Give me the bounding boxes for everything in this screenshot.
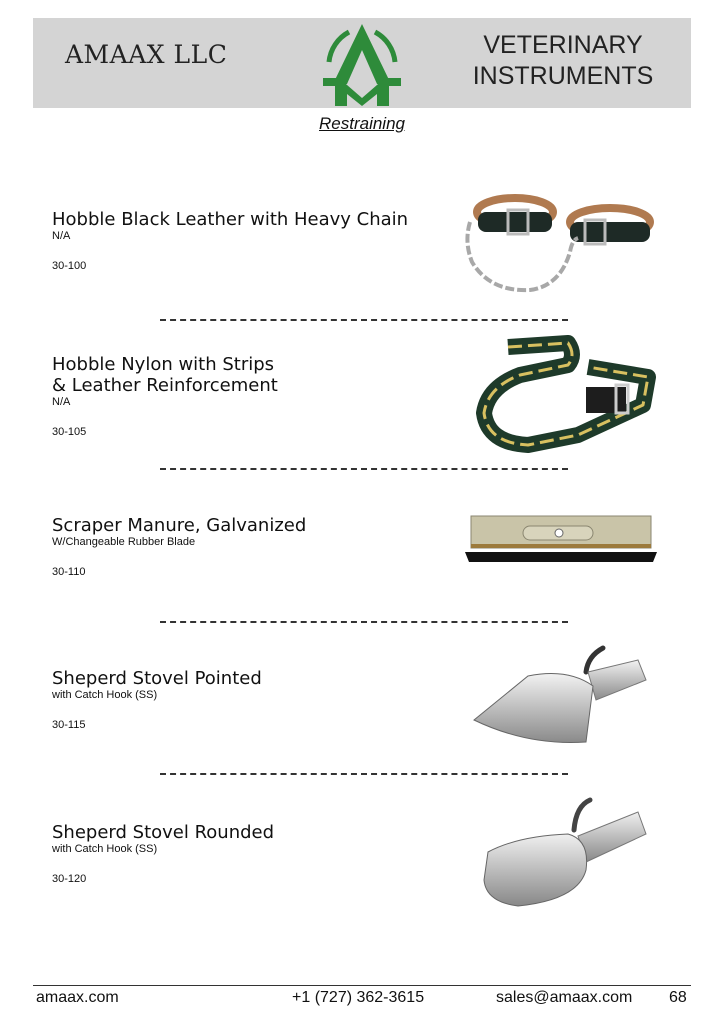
product-code: 30-105 <box>52 426 87 438</box>
section-title: Restraining <box>319 114 405 133</box>
amaax-logo-icon <box>319 22 405 106</box>
footer-divider <box>33 985 691 986</box>
brand-name: AMAAX LLC <box>65 40 228 69</box>
product-name: Scraper Manure, Galvanized <box>52 515 307 536</box>
header-title-line1: VETERINARY <box>483 31 643 59</box>
nylon-hobble-icon <box>468 335 658 457</box>
section-divider <box>160 319 568 321</box>
section-divider <box>160 468 568 470</box>
footer-phone: +1 (727) 362-3615 <box>292 989 425 1006</box>
product-item <box>52 515 452 578</box>
header-title-line2: INSTRUMENTS <box>472 62 654 90</box>
section-divider <box>160 773 568 775</box>
product-description: with Catch Hook (SS) <box>52 689 158 701</box>
product-item <box>52 822 452 885</box>
manure-scraper-icon <box>463 512 658 566</box>
product-description: with Catch Hook (SS) <box>52 843 158 855</box>
page-header <box>33 18 691 108</box>
product-code: 30-110 <box>52 566 86 578</box>
product-name-line2: & Leather Reinforcement <box>52 375 278 396</box>
product-description: W/Changeable Rubber Blade <box>52 536 196 548</box>
product-code: 30-120 <box>52 873 87 885</box>
leather-hobble-chain-icon <box>460 182 665 297</box>
section-divider <box>160 621 568 623</box>
footer-website[interactable]: amaax.com <box>36 989 119 1006</box>
product-name: Sheperd Stovel Rounded <box>52 822 275 843</box>
product-description: N/A <box>52 230 71 242</box>
footer-email[interactable]: sales@amaax.com <box>496 989 633 1006</box>
product-name: Hobble Nylon with Strips <box>52 354 275 375</box>
product-item <box>52 668 452 731</box>
product-item <box>52 209 452 272</box>
product-description: N/A <box>52 396 71 408</box>
header-title <box>463 30 663 92</box>
product-item <box>52 354 452 438</box>
product-code: 30-100 <box>52 260 87 272</box>
product-name: Sheperd Stovel Pointed <box>52 668 262 689</box>
rounded-stovel-icon <box>478 796 653 911</box>
product-name: Hobble Black Leather with Heavy Chain <box>52 209 409 230</box>
pointed-stovel-icon <box>468 642 653 750</box>
product-code: 30-115 <box>52 719 86 731</box>
page-number: 68 <box>669 989 687 1006</box>
